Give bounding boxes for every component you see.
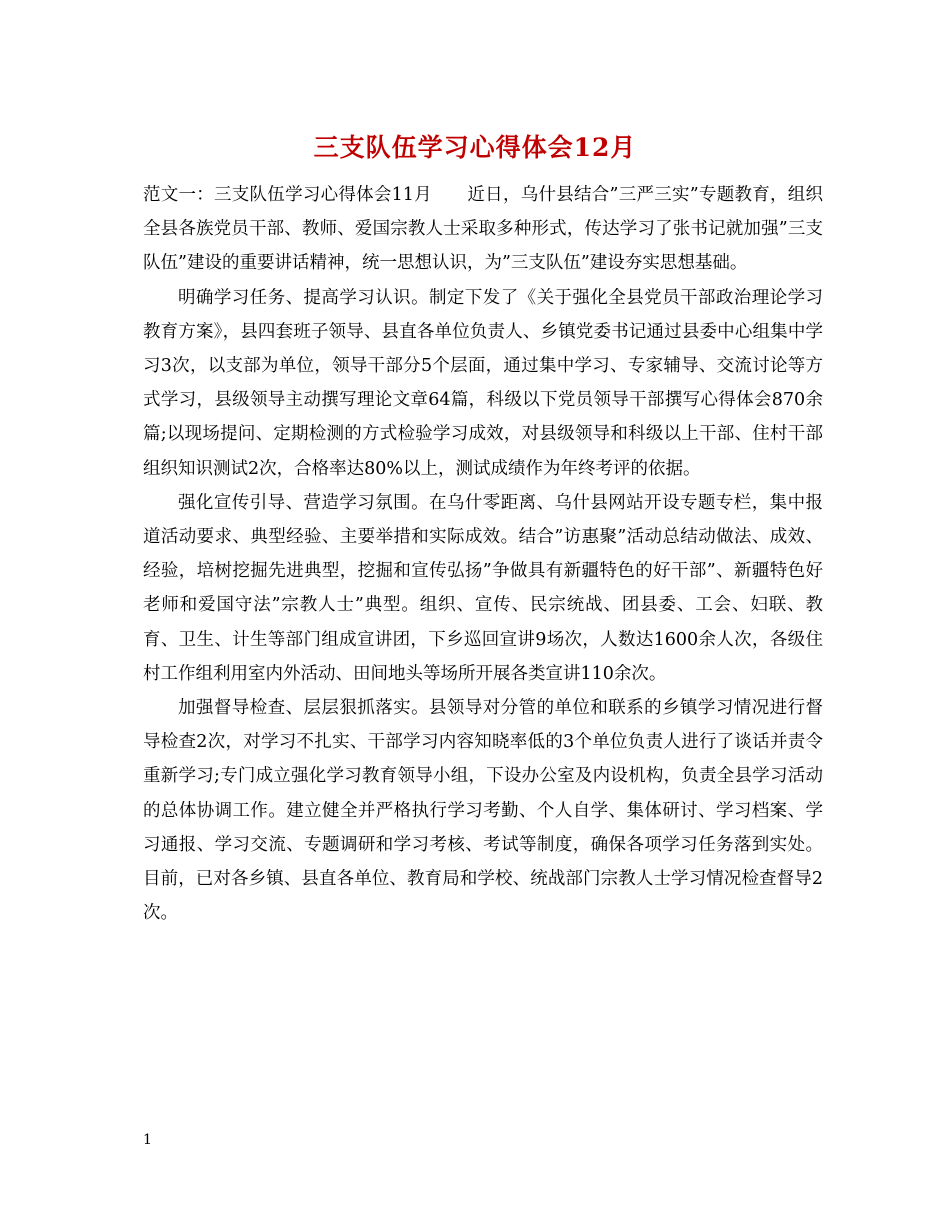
paragraph-intro: 范文一：三支队伍学习心得体会11月 近日，乌什县结合”三严三实”专题教育，组织全县各族党员干部、教师、爱国宗教人士采取多种形式，传达学习了张书记就加强”三支队伍”建设的重要讲话精神，统一思想认识，为”三支队伍”建设夯实思想基础。 xyxy=(143,185,823,274)
document-title: 三支队伍学习心得体会12月 xyxy=(313,133,637,162)
paragraph-publicity: 强化宣传引导、营造学习氛围。在乌什零距离、乌什县网站开设专题专栏，集中报道活动要求、典型经验、主要举措和实际成效。结合”访惠聚”活动总结动做法、成效、经验，培树挖掘先进典型，挖掘和宣传弘扬”争做具有新疆特色的好干部”、新疆特色好老师和爱国守法”宗教人士”典型。组织、宣传、民宗统战、团县委、工会、妇联、教育、卫生、计生等部门组成宣讲团，下乡巡回宣讲9场次，人数达1600余人次，各级住村工作组利用室内外活动、田间地头等场所开展各类宣讲110余次。 xyxy=(143,492,823,684)
paragraph-supervision: 加强督导检查、层层狠抓落实。县领导对分管的单位和联系的乡镇学习情况进行督导检查2次，对学习不扎实、干部学习内容知晓率低的3个单位负责人进行了谈话并责令重新学习;专门成立强化学习教育领导小组，下设办公室及内设机构，负责全县学习活动的总体协调工作。建立健全并严格执行学习考勤、个人自学、集体研讨、学习档案、学习通报、学习交流、专题调研和学习考核、考试等制度，确保各项学习任务落到实处。目前，已对各乡镇、县直各单位、教育局和学校、统战部门宗教人士学习情况检查督导2次。 xyxy=(143,698,823,924)
document-body xyxy=(143,178,823,930)
paragraph-study-tasks: 明确学习任务、提高学习认识。制定下发了《关于强化全县党员干部政治理论学习教育方案》，县四套班子领导、县直各单位负责人、乡镇党委书记通过县委中心组集中学习3次，以支部为单位，领导干部分5个层面，通过集中学习、专家辅导、交流讨论等方式学习，县级领导主动撰写理论文章64篇，科级以下党员领导干部撰写心得体会870余篇;以现场提问、定期检测的方式检验学习成效，对县级领导和科级以上干部、住村干部组织知识测试2次，合格率达80%以上，测试成绩作为年终考评的依据。 xyxy=(143,287,823,479)
page-number: 1 xyxy=(143,1132,152,1148)
